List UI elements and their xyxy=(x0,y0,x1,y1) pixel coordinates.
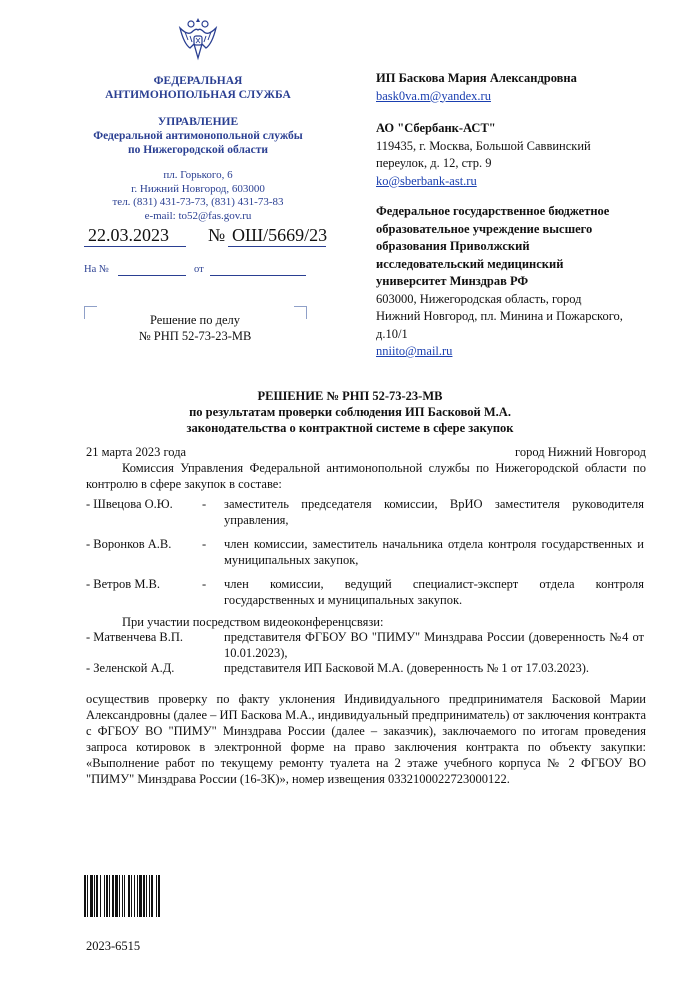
russian-coat-of-arms-icon xyxy=(176,14,220,62)
recipient-2-email[interactable]: ko@sberbank-ast.ru xyxy=(376,173,477,188)
barcode-icon xyxy=(84,875,202,917)
commission-member-name: - Воронков А.В. xyxy=(86,537,172,551)
recipient-1: ИП Басковa Мария Александровна bask0va.m@yandex.ru xyxy=(376,71,577,103)
commission-member-role: член комиссии, заместитель начальника отдела контроля государственных и муниципальных закупок, xyxy=(224,537,644,567)
commission-member-name: - Швецова О.Ю. xyxy=(86,497,173,511)
main-paragraph: осуществив проверку по факту уклонения Индивидуального предпринимателя Басковой Марии Александровны (далее – ИП Баскова М.А., индивидуальный предприниматель) от заключения контракта с ФГБОУ ВО "ПИМУ" Минздрава России (далее – заказчик), заключаемого по итогам проведения запроса котировок в электронной форме на право заключения контракта по объекту закупки: «Выполнение работ по текущему ремонту туалета на 2 этаже учебного корпуса № 2 ФГБОУ ВО "ПИМУ" Минздрава России (16-3К)», номер извещения 0332100022723000122. xyxy=(86,692,646,786)
agency-name: ФЕДЕРАЛЬНАЯ АНТИМОНОПОЛЬНАЯ СЛУЖБА xyxy=(105,75,291,101)
from-label: от xyxy=(194,264,204,275)
commission-member-role: заместитель председателя комиссии, ВрИО заместителя руководителя управления, xyxy=(224,497,644,527)
commission-member-dash: - xyxy=(202,497,207,511)
commission-member-role: член комиссии, ведущий специалист-эксперт отдела контроля государственных и муниципальных закупок. xyxy=(224,577,644,607)
commission-intro: Комиссия Управления Федеральной антимонопольной службы по Нижегородской области по контролю в сфере закупок в составе: xyxy=(86,461,646,491)
participant-role: представителя ФГБОУ ВО "ПИМУ" Минздрава России (доверенность №4 от 10.01.2023), xyxy=(224,630,644,660)
in-reply-label: На № xyxy=(84,264,109,275)
number-underline xyxy=(228,246,326,247)
number-sign: № xyxy=(208,225,226,245)
participant-name: - Зеленской А.Д. xyxy=(86,661,175,675)
decision-title: РЕШЕНИЕ № РНП 52-73-23-МВ по результатам проверки соблюдения ИП Басковой М.А. законодательства о контрактной системе в сфере закупок xyxy=(186,389,514,435)
commission-member-dash: - xyxy=(202,577,207,591)
participant-name: - Матвенчева В.П. xyxy=(86,630,184,644)
in-reply-underline xyxy=(118,275,186,276)
subject-block: Решение по делу № РНП 52-73-23-МВ xyxy=(138,313,252,343)
outgoing-date: 22.03.2023 xyxy=(88,225,169,245)
recipient-1-email[interactable]: bask0va.m@yandex.ru xyxy=(376,88,491,103)
commission-member-dash: - xyxy=(202,537,207,551)
decision-city: город Нижний Новгород xyxy=(515,445,646,459)
document-code: 2023-6515 xyxy=(86,939,141,953)
from-underline xyxy=(210,275,306,276)
department-address: пл. Горького, 6 г. Нижний Новгород, 603000 тел. (831) 431-73-73, (831) 431-73-83 e-mail: to52@fas.gov.ru xyxy=(112,169,284,222)
recipient-3: Федеральное государственное бюджетное образовательное учреждение высшего образования Приволжский исследовательский медицинский университет Минздрав РФ 603000, Нижегородская область, город Нижний Новгород, пл. Минина и Пожарского, д.10/1 nniito@mail.ru xyxy=(376,204,623,358)
date-underline xyxy=(84,246,186,247)
recipient-3-email[interactable]: nniito@mail.ru xyxy=(376,344,453,358)
commission-member-name: - Ветров М.В. xyxy=(86,577,161,591)
participant-role: представителя ИП Басковой М.А. (доверенность № 1 от 17.03.2023). xyxy=(224,661,590,675)
participation-intro: При участии посредством видеоконференцсвязи: xyxy=(122,615,384,629)
outgoing-number: ОШ/5669/23 xyxy=(232,225,328,245)
recipient-2: АО "Сбербанк-АСТ" 119435, г. Москва, Большой Саввинский переулок, д. 12, стр. 9 ko@sberbank-ast.ru xyxy=(376,121,591,188)
decision-date: 21 марта 2023 года xyxy=(86,445,187,459)
department-name: УПРАВЛЕНИЕ Федеральной антимонопольной службы по Нижегородской области xyxy=(93,116,303,156)
